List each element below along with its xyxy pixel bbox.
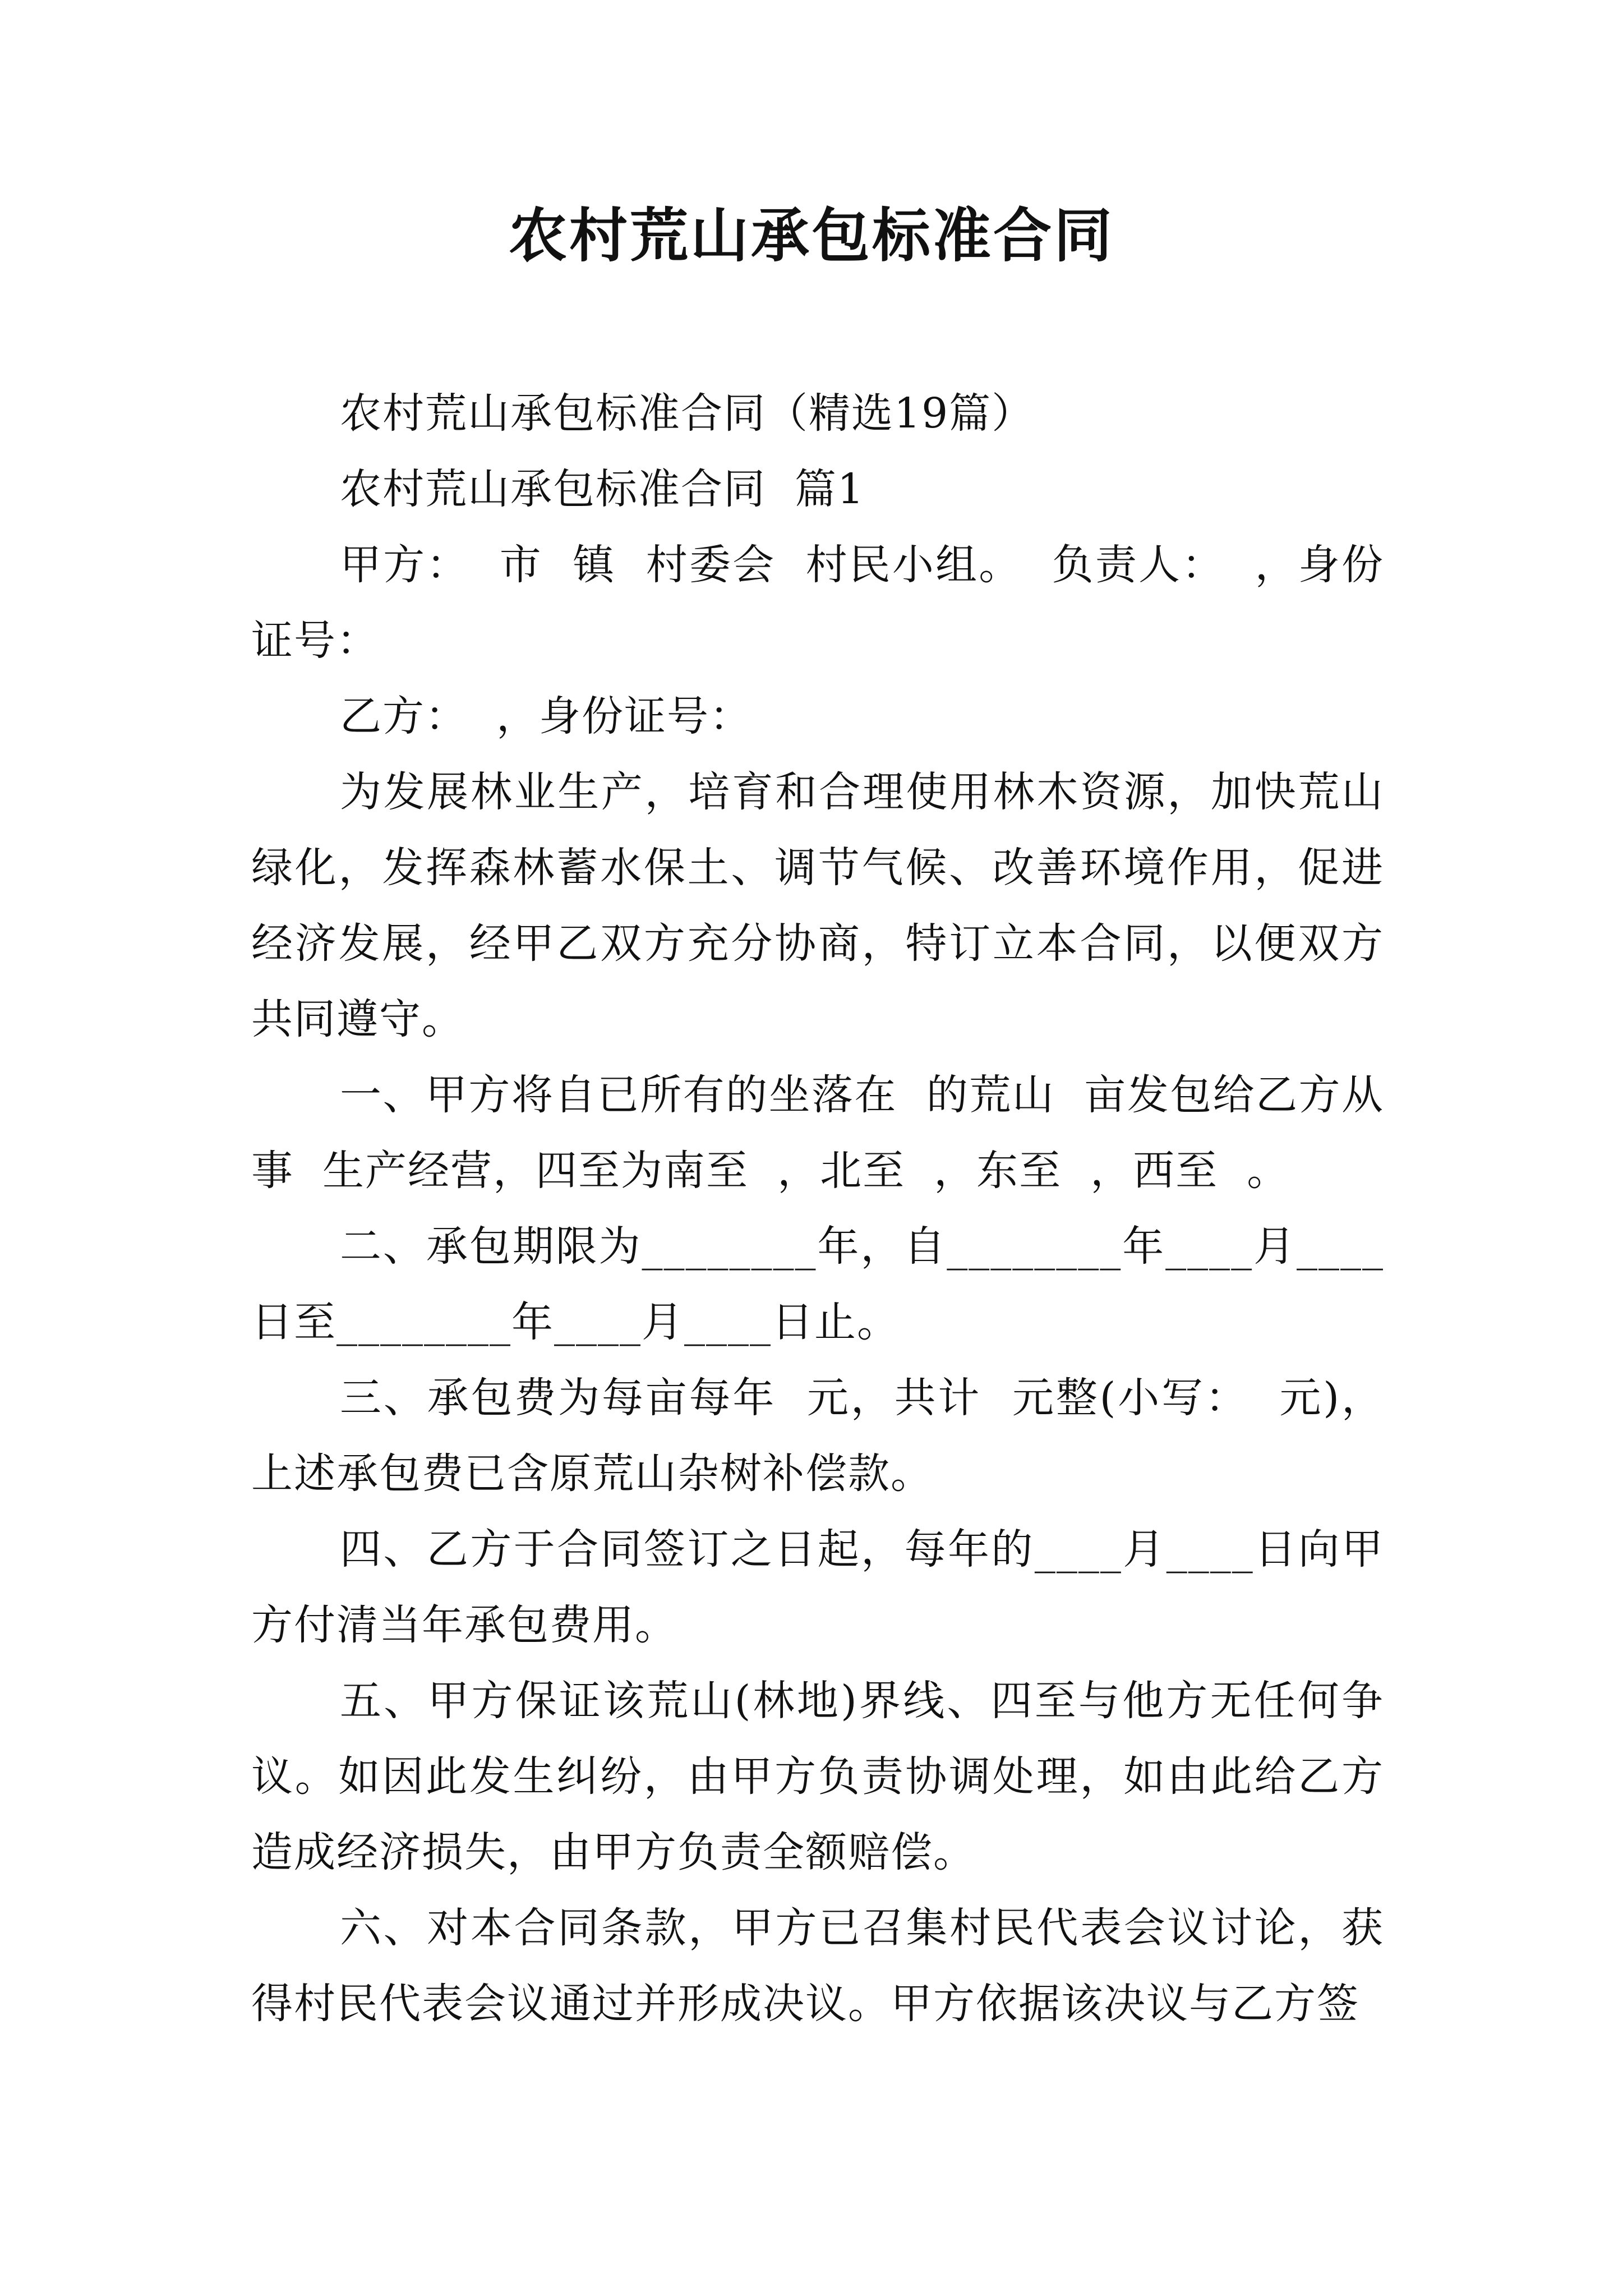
paragraph-section-heading: 农村荒山承包标准合同 篇1 xyxy=(340,465,865,513)
paragraph-subtitle: 农村荒山承包标准合同（精选19篇） xyxy=(340,389,1035,438)
paragraph-clause-3: 三、承包费为每亩每年 元，共计 元整(小写： 元)，上述承包费已含原荒山杂树补偿款。 xyxy=(251,1374,1384,1498)
paragraph-clause-4: 四、乙方于合同签订之日起，每年的____月____日向甲方付清当年承包费用。 xyxy=(251,1525,1384,1649)
paragraph-preamble: 为发展林业生产，培育和合理使用林木资源，加快荒山绿化，发挥森林蓄水保土、调节气候、改善环境作用，促进经济发展，经甲乙双方充分协商，特订立本合同，以便双方共同遵守。 xyxy=(251,768,1384,1043)
document-title: 农村荒山承包标准合同 xyxy=(508,201,1114,270)
paragraph-clause-6: 六、对本合同条款，甲方已召集村民代表会议讨论，获得村民代表会议通过并形成决议。甲方依据该决议与乙方签 xyxy=(251,1904,1384,2028)
paragraph-party-b: 乙方： ，身份证号： xyxy=(340,692,753,740)
paragraph-party-a: 甲方： 市 镇 村委会 村民小组。 负责人： ，身份证号： xyxy=(251,541,1384,665)
paragraph-clause-5: 五、甲方保证该荒山(林地)界线、四至与他方无任何争议。如因此发生纠纷，由甲方负责协调处理，如由此给乙方造成经济损失，由甲方负责全额赔偿。 xyxy=(251,1677,1384,1876)
paragraph-clause-2: 二、承包期限为________年，自________年____月____日至________年____月____日止。 xyxy=(251,1222,1384,1346)
paragraph-clause-1: 一、甲方将自已所有的坐落在 的荒山 亩发包给乙方从事 生产经营，四至为南至 ，北至 ，东至 ，西至 。 xyxy=(251,1071,1384,1195)
document-body xyxy=(251,376,1384,2042)
